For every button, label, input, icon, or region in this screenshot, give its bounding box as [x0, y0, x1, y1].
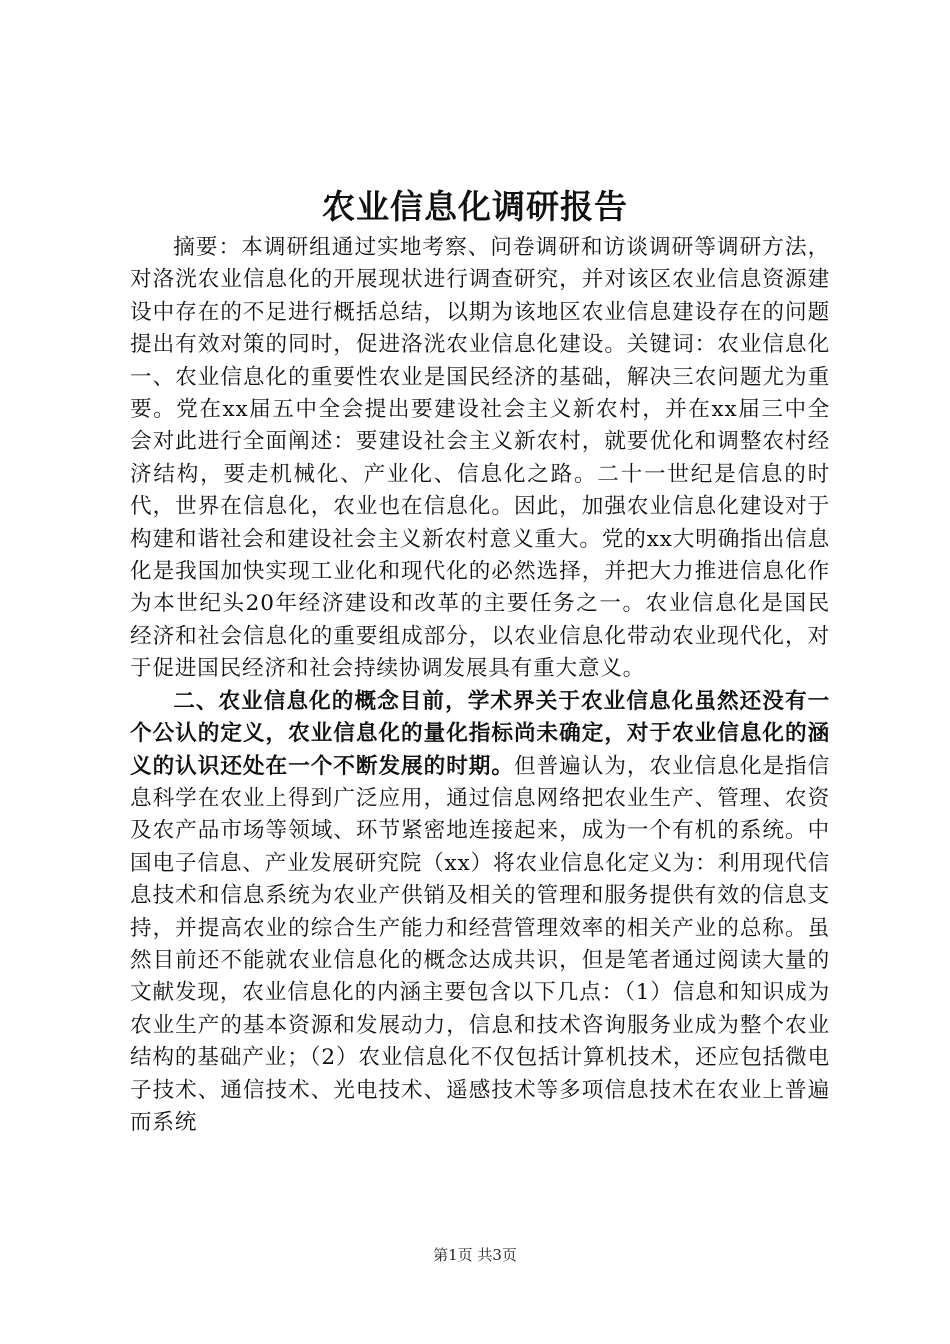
concept-body-text: 但普遍认为，农业信息化是指信息科学在农业上得到广泛应用，通过信息网络把农业生产、管理、农资及农产品市场等领域、环节紧密地连接起来，成为一个有机的系统。中国电子信息、产业发展研究院（xx）将农业信息化定义为：利用现代信息技术和信息系统为农业产供销及相关的管理和服务提供有效的信息支持，并提高农业的综合生产能力和经营管理效率的相关产业的总称。虽然目前还不能就农业信息化的概念达成共识，但是笔者通过阅读大量的文献发现，农业信息化的内涵主要包含以下几点：（1）信息和知识成为农业生产的基本资源和发展动力，信息和技术咨询服务业成为整个农业结构的基础产业；（2）农业信息化不仅包括计算机技术，还应包括微电子技术、通信技术、光电技术、遥感技术等多项信息技术在农业上普遍而系统: [130, 753, 831, 1135]
document-body: [130, 232, 830, 1139]
page-footer: 第1页 共3页: [433, 1246, 517, 1264]
document-title: 农业信息化调研报告: [322, 187, 628, 226]
concept-heading-text: 二、农业信息化的概念目前，学术界关于农业信息化虽然还没有一个公认的定义，农业信息化的量化指标尚未确定，对于农业信息化的涵义的认识还处在一个不断发展的时期。: [130, 688, 830, 779]
abstract-text: 摘要：本调研组通过实地考察、问卷调研和访谈调研等调研方法，对洛洸农业信息化的开展现状进行调查研究，并对该区农业信息资源建设中存在的不足进行概括总结，以期为该地区农业信息建设存在的问题提出有效对策的同时，促进洛洸农业信息化建设。关键词：农业信息化一、农业信息化的重要性农业是国民经济的基础，解决三农问题尤为重要。党在xx届五中全会提出要建设社会主义新农村，并在xx届三中全会对此进行全面阐述：要建设社会主义新农村，就要优化和调整农村经济结构，要走机械化、产业化、信息化之路。二十一世纪是信息的时代，世界在信息化，农业也在信息化。因此，加强农业信息化建设对于构建和谐社会和建设社会主义新农村意义重大。党的xx大明确指出信息化是我国加快实现工业化和现代化的必然选择，并把大力推进信息化作为本世纪头20年经济建设和改革的主要任务之一。农业信息化是国民经济和社会信息化的重要组成部分，以农业信息化带动农业现代化，对于促进国民经济和社会持续协调发展具有重大意义。: [130, 235, 830, 682]
abstract-paragraph: [130, 232, 830, 686]
concept-paragraph: [130, 686, 830, 1140]
